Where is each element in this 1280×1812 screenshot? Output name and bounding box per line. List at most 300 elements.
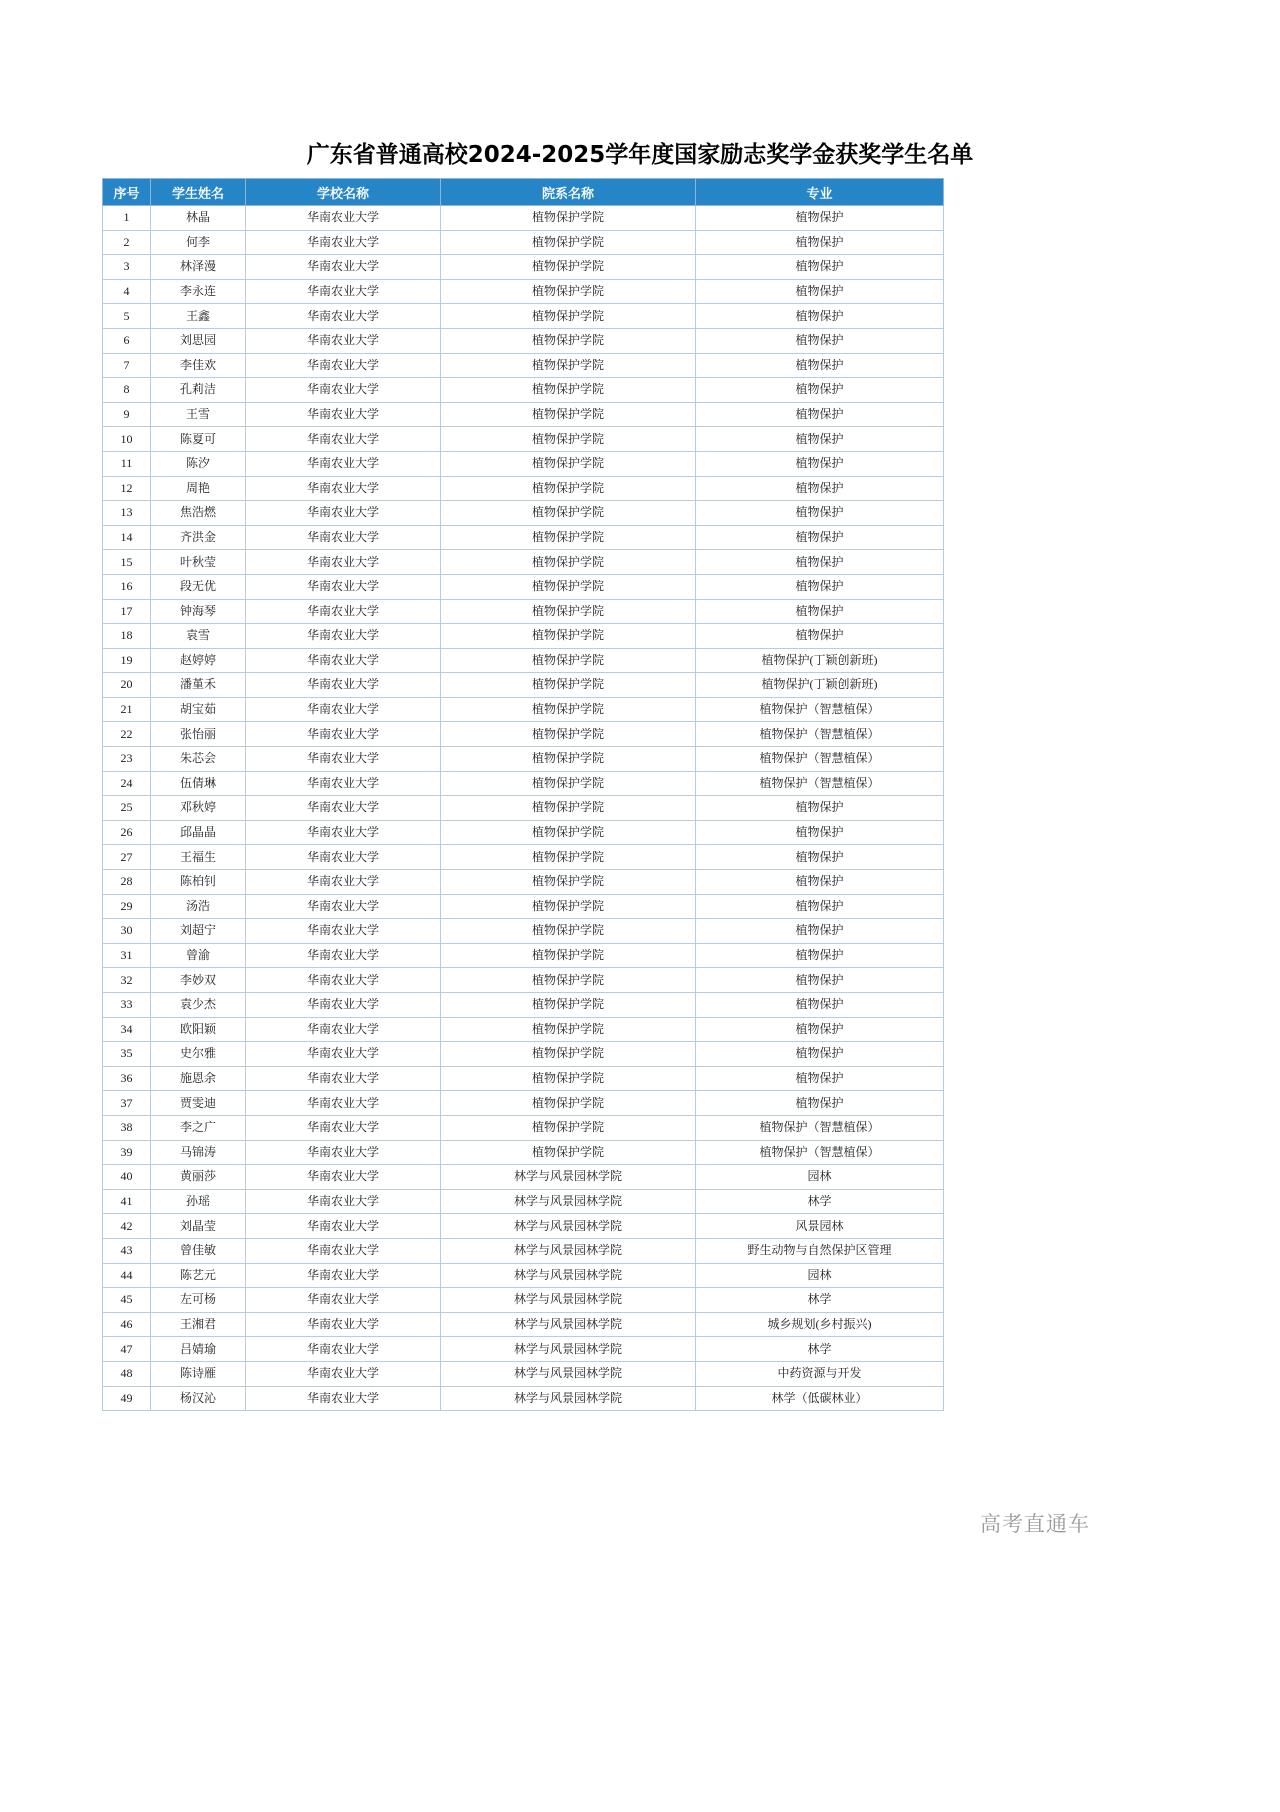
scholarship-table [102, 178, 944, 1411]
cell-number: 35 [103, 1042, 151, 1067]
cell-school-name: 华南农业大学 [246, 1337, 441, 1362]
cell-number: 8 [103, 378, 151, 403]
table-row [103, 599, 944, 624]
watermark-logo: 高考直通车 [980, 1512, 1090, 1536]
cell-student-name: 刘晶莹 [151, 1214, 246, 1239]
cell-major: 林学 [696, 1337, 944, 1362]
cell-department-name: 植物保护学院 [441, 943, 696, 968]
cell-number: 5 [103, 304, 151, 329]
cell-student-name: 朱芯会 [151, 747, 246, 772]
cell-school-name: 华南农业大学 [246, 1312, 441, 1337]
table-row [103, 1165, 944, 1190]
cell-student-name: 陈柏钊 [151, 870, 246, 895]
cell-student-name: 陈艺元 [151, 1263, 246, 1288]
cell-major: 植物保护(丁颖创新班) [696, 648, 944, 673]
table-row [103, 255, 944, 280]
table-row [103, 1386, 944, 1411]
cell-number: 29 [103, 894, 151, 919]
cell-number: 14 [103, 525, 151, 550]
column-header: 专业 [696, 179, 944, 206]
cell-department-name: 林学与风景园林学院 [441, 1238, 696, 1263]
column-header: 序号 [103, 179, 151, 206]
cell-department-name: 植物保护学院 [441, 796, 696, 821]
cell-department-name: 植物保护学院 [441, 624, 696, 649]
cell-student-name: 左可杨 [151, 1288, 246, 1313]
cell-school-name: 华南农业大学 [246, 1263, 441, 1288]
cell-number: 38 [103, 1115, 151, 1140]
table-body [103, 206, 944, 1411]
cell-school-name: 华南农业大学 [246, 255, 441, 280]
cell-major: 风景园林 [696, 1214, 944, 1239]
table-row [103, 206, 944, 231]
cell-student-name: 陈汐 [151, 451, 246, 476]
cell-school-name: 华南农业大学 [246, 550, 441, 575]
cell-student-name: 陈夏可 [151, 427, 246, 452]
cell-school-name: 华南农业大学 [246, 353, 441, 378]
cell-student-name: 王鑫 [151, 304, 246, 329]
cell-department-name: 植物保护学院 [441, 697, 696, 722]
table-row [103, 993, 944, 1018]
cell-major: 植物保护 [696, 943, 944, 968]
cell-major: 植物保护 [696, 353, 944, 378]
table-row [103, 525, 944, 550]
cell-school-name: 华南农业大学 [246, 771, 441, 796]
cell-number: 16 [103, 574, 151, 599]
cell-student-name: 黄丽莎 [151, 1165, 246, 1190]
cell-major: 植物保护 [696, 1017, 944, 1042]
cell-student-name: 周艳 [151, 476, 246, 501]
cell-department-name: 林学与风景园林学院 [441, 1165, 696, 1190]
cell-school-name: 华南农业大学 [246, 525, 441, 550]
cell-major: 林学（低碳林业） [696, 1386, 944, 1411]
table-row [103, 1017, 944, 1042]
cell-student-name: 曾佳敏 [151, 1238, 246, 1263]
table-row [103, 845, 944, 870]
cell-number: 9 [103, 402, 151, 427]
cell-school-name: 华南农业大学 [246, 599, 441, 624]
table-row [103, 1337, 944, 1362]
cell-number: 19 [103, 648, 151, 673]
cell-student-name: 林泽漫 [151, 255, 246, 280]
cell-department-name: 植物保护学院 [441, 328, 696, 353]
cell-department-name: 植物保护学院 [441, 230, 696, 255]
table-row [103, 1263, 944, 1288]
cell-school-name: 华南农业大学 [246, 1214, 441, 1239]
cell-major: 中药资源与开发 [696, 1361, 944, 1386]
cell-major: 植物保护（智慧植保） [696, 771, 944, 796]
cell-school-name: 华南农业大学 [246, 1115, 441, 1140]
cell-number: 40 [103, 1165, 151, 1190]
cell-number: 3 [103, 255, 151, 280]
table-row [103, 697, 944, 722]
cell-school-name: 华南农业大学 [246, 206, 441, 231]
cell-major: 植物保护 [696, 255, 944, 280]
table-row [103, 1361, 944, 1386]
cell-student-name: 欧阳颖 [151, 1017, 246, 1042]
cell-major: 植物保护 [696, 230, 944, 255]
cell-major: 植物保护 [696, 870, 944, 895]
cell-number: 42 [103, 1214, 151, 1239]
cell-department-name: 植物保护学院 [441, 279, 696, 304]
table-row [103, 1238, 944, 1263]
cell-number: 28 [103, 870, 151, 895]
cell-number: 11 [103, 451, 151, 476]
cell-school-name: 华南农业大学 [246, 1361, 441, 1386]
cell-student-name: 李永连 [151, 279, 246, 304]
cell-department-name: 植物保护学院 [441, 870, 696, 895]
cell-student-name: 王湘君 [151, 1312, 246, 1337]
cell-student-name: 胡宝茹 [151, 697, 246, 722]
table-row [103, 353, 944, 378]
cell-department-name: 植物保护学院 [441, 820, 696, 845]
table-row [103, 870, 944, 895]
cell-department-name: 林学与风景园林学院 [441, 1189, 696, 1214]
table-row [103, 648, 944, 673]
cell-department-name: 植物保护学院 [441, 1017, 696, 1042]
cell-student-name: 吕婧瑜 [151, 1337, 246, 1362]
cell-school-name: 华南农业大学 [246, 747, 441, 772]
cell-major: 植物保护 [696, 599, 944, 624]
cell-student-name: 邱晶晶 [151, 820, 246, 845]
cell-school-name: 华南农业大学 [246, 1140, 441, 1165]
cell-major: 植物保护 [696, 968, 944, 993]
cell-department-name: 植物保护学院 [441, 968, 696, 993]
cell-school-name: 华南农业大学 [246, 1042, 441, 1067]
cell-department-name: 植物保护学院 [441, 1140, 696, 1165]
table-row [103, 230, 944, 255]
cell-department-name: 林学与风景园林学院 [441, 1361, 696, 1386]
cell-number: 12 [103, 476, 151, 501]
table-row [103, 378, 944, 403]
cell-student-name: 林晶 [151, 206, 246, 231]
cell-school-name: 华南农业大学 [246, 894, 441, 919]
cell-number: 37 [103, 1091, 151, 1116]
cell-school-name: 华南农业大学 [246, 943, 441, 968]
cell-student-name: 李妙双 [151, 968, 246, 993]
cell-department-name: 植物保护学院 [441, 673, 696, 698]
cell-student-name: 陈诗雁 [151, 1361, 246, 1386]
table-row [103, 1288, 944, 1313]
cell-major: 植物保护 [696, 279, 944, 304]
cell-school-name: 华南农业大学 [246, 722, 441, 747]
cell-major: 植物保护 [696, 451, 944, 476]
table-row [103, 501, 944, 526]
cell-department-name: 植物保护学院 [441, 427, 696, 452]
cell-school-name: 华南农业大学 [246, 820, 441, 845]
cell-school-name: 华南农业大学 [246, 993, 441, 1018]
cell-school-name: 华南农业大学 [246, 427, 441, 452]
cell-school-name: 华南农业大学 [246, 845, 441, 870]
cell-student-name: 王福生 [151, 845, 246, 870]
cell-student-name: 邓秋婷 [151, 796, 246, 821]
cell-number: 45 [103, 1288, 151, 1313]
table-row [103, 673, 944, 698]
cell-department-name: 植物保护学院 [441, 255, 696, 280]
cell-school-name: 华南农业大学 [246, 378, 441, 403]
cell-department-name: 植物保护学院 [441, 845, 696, 870]
cell-major: 植物保护 [696, 476, 944, 501]
cell-school-name: 华南农业大学 [246, 451, 441, 476]
cell-department-name: 林学与风景园林学院 [441, 1214, 696, 1239]
table-row [103, 771, 944, 796]
cell-number: 6 [103, 328, 151, 353]
cell-student-name: 史尔雅 [151, 1042, 246, 1067]
cell-student-name: 施恩余 [151, 1066, 246, 1091]
cell-department-name: 林学与风景园林学院 [441, 1337, 696, 1362]
cell-number: 32 [103, 968, 151, 993]
cell-major: 植物保护 [696, 378, 944, 403]
cell-number: 47 [103, 1337, 151, 1362]
cell-student-name: 贾雯迪 [151, 1091, 246, 1116]
cell-number: 34 [103, 1017, 151, 1042]
cell-number: 7 [103, 353, 151, 378]
cell-department-name: 植物保护学院 [441, 1115, 696, 1140]
table-row [103, 328, 944, 353]
cell-student-name: 齐洪金 [151, 525, 246, 550]
header-row [103, 179, 944, 206]
cell-major: 野生动物与自然保护区管理 [696, 1238, 944, 1263]
cell-number: 23 [103, 747, 151, 772]
cell-student-name: 孙瑶 [151, 1189, 246, 1214]
cell-department-name: 林学与风景园林学院 [441, 1312, 696, 1337]
cell-department-name: 林学与风景园林学院 [441, 1263, 696, 1288]
cell-major: 植物保护 [696, 328, 944, 353]
cell-student-name: 袁少杰 [151, 993, 246, 1018]
cell-major: 植物保护（智慧植保） [696, 747, 944, 772]
cell-number: 15 [103, 550, 151, 575]
cell-number: 43 [103, 1238, 151, 1263]
table-row [103, 279, 944, 304]
cell-school-name: 华南农业大学 [246, 673, 441, 698]
cell-school-name: 华南农业大学 [246, 476, 441, 501]
cell-school-name: 华南农业大学 [246, 1189, 441, 1214]
cell-major: 植物保护 [696, 894, 944, 919]
cell-school-name: 华南农业大学 [246, 1288, 441, 1313]
cell-number: 27 [103, 845, 151, 870]
table-row [103, 476, 944, 501]
table-row [103, 1140, 944, 1165]
cell-department-name: 植物保护学院 [441, 451, 696, 476]
table-row [103, 919, 944, 944]
table-row [103, 1115, 944, 1140]
cell-number: 46 [103, 1312, 151, 1337]
cell-number: 24 [103, 771, 151, 796]
cell-school-name: 华南农业大学 [246, 1165, 441, 1190]
cell-department-name: 植物保护学院 [441, 378, 696, 403]
cell-school-name: 华南农业大学 [246, 870, 441, 895]
cell-number: 20 [103, 673, 151, 698]
cell-department-name: 林学与风景园林学院 [441, 1386, 696, 1411]
cell-number: 41 [103, 1189, 151, 1214]
cell-number: 10 [103, 427, 151, 452]
table-row [103, 722, 944, 747]
cell-school-name: 华南农业大学 [246, 1091, 441, 1116]
cell-student-name: 叶秋莹 [151, 550, 246, 575]
cell-major: 植物保护 [696, 919, 944, 944]
cell-student-name: 马锦涛 [151, 1140, 246, 1165]
cell-department-name: 植物保护学院 [441, 747, 696, 772]
cell-student-name: 曾渝 [151, 943, 246, 968]
cell-student-name: 张怡丽 [151, 722, 246, 747]
table-row [103, 427, 944, 452]
cell-student-name: 潘堇禾 [151, 673, 246, 698]
cell-department-name: 植物保护学院 [441, 304, 696, 329]
cell-student-name: 孔莉洁 [151, 378, 246, 403]
table-header [103, 179, 944, 206]
cell-department-name: 植物保护学院 [441, 476, 696, 501]
cell-number: 26 [103, 820, 151, 845]
cell-major: 植物保护（智慧植保） [696, 1140, 944, 1165]
cell-student-name: 伍倩琳 [151, 771, 246, 796]
cell-major: 植物保护 [696, 550, 944, 575]
cell-major: 植物保护 [696, 501, 944, 526]
page-title: 广东省普通高校2024-2025学年度国家励志奖学金获奖学生名单 [306, 142, 974, 168]
cell-student-name: 汤浩 [151, 894, 246, 919]
cell-school-name: 华南农业大学 [246, 402, 441, 427]
table-row [103, 796, 944, 821]
cell-major: 植物保护 [696, 845, 944, 870]
cell-department-name: 植物保护学院 [441, 574, 696, 599]
cell-department-name: 植物保护学院 [441, 550, 696, 575]
cell-number: 39 [103, 1140, 151, 1165]
cell-student-name: 赵婷婷 [151, 648, 246, 673]
cell-major: 植物保护（智慧植保） [696, 722, 944, 747]
cell-major: 城乡规划(乡村振兴) [696, 1312, 944, 1337]
table-row [103, 1042, 944, 1067]
table-row [103, 1189, 944, 1214]
cell-number: 1 [103, 206, 151, 231]
cell-school-name: 华南农业大学 [246, 574, 441, 599]
cell-department-name: 植物保护学院 [441, 722, 696, 747]
cell-department-name: 植物保护学院 [441, 501, 696, 526]
cell-department-name: 植物保护学院 [441, 894, 696, 919]
cell-major: 植物保护 [696, 206, 944, 231]
table-row [103, 624, 944, 649]
cell-department-name: 植物保护学院 [441, 1091, 696, 1116]
table-row [103, 820, 944, 845]
cell-major: 植物保护 [696, 624, 944, 649]
cell-student-name: 王雪 [151, 402, 246, 427]
cell-number: 25 [103, 796, 151, 821]
cell-school-name: 华南农业大学 [246, 304, 441, 329]
cell-major: 植物保护（智慧植保） [696, 1115, 944, 1140]
cell-school-name: 华南农业大学 [246, 1066, 441, 1091]
cell-number: 4 [103, 279, 151, 304]
cell-major: 植物保护 [696, 574, 944, 599]
cell-school-name: 华南农业大学 [246, 230, 441, 255]
cell-number: 21 [103, 697, 151, 722]
table-row [103, 402, 944, 427]
cell-school-name: 华南农业大学 [246, 648, 441, 673]
table-row [103, 943, 944, 968]
cell-major: 植物保护 [696, 402, 944, 427]
table-row [103, 304, 944, 329]
cell-number: 36 [103, 1066, 151, 1091]
cell-department-name: 植物保护学院 [441, 402, 696, 427]
cell-student-name: 刘超宁 [151, 919, 246, 944]
cell-department-name: 植物保护学院 [441, 525, 696, 550]
cell-student-name: 刘思园 [151, 328, 246, 353]
cell-major: 园林 [696, 1165, 944, 1190]
cell-major: 植物保护(丁颖创新班) [696, 673, 944, 698]
table-row [103, 968, 944, 993]
cell-student-name: 杨汉沁 [151, 1386, 246, 1411]
column-header: 院系名称 [441, 179, 696, 206]
cell-major: 植物保护 [696, 993, 944, 1018]
column-header: 学校名称 [246, 179, 441, 206]
cell-department-name: 植物保护学院 [441, 353, 696, 378]
cell-school-name: 华南农业大学 [246, 1238, 441, 1263]
cell-school-name: 华南农业大学 [246, 1386, 441, 1411]
cell-number: 44 [103, 1263, 151, 1288]
cell-major: 植物保护 [696, 427, 944, 452]
cell-major: 林学 [696, 1288, 944, 1313]
cell-major: 植物保护 [696, 820, 944, 845]
cell-major: 植物保护 [696, 525, 944, 550]
cell-number: 30 [103, 919, 151, 944]
cell-major: 林学 [696, 1189, 944, 1214]
cell-department-name: 植物保护学院 [441, 648, 696, 673]
table-row [103, 1312, 944, 1337]
cell-major: 植物保护 [696, 1042, 944, 1067]
table-row [103, 1091, 944, 1116]
table-row [103, 894, 944, 919]
cell-major: 植物保护（智慧植保） [696, 697, 944, 722]
cell-school-name: 华南农业大学 [246, 968, 441, 993]
cell-number: 49 [103, 1386, 151, 1411]
cell-student-name: 钟海琴 [151, 599, 246, 624]
cell-number: 13 [103, 501, 151, 526]
cell-school-name: 华南农业大学 [246, 279, 441, 304]
cell-number: 33 [103, 993, 151, 1018]
cell-school-name: 华南农业大学 [246, 1017, 441, 1042]
cell-number: 2 [103, 230, 151, 255]
table-row [103, 574, 944, 599]
cell-major: 植物保护 [696, 304, 944, 329]
cell-department-name: 植物保护学院 [441, 599, 696, 624]
cell-school-name: 华南农业大学 [246, 624, 441, 649]
cell-school-name: 华南农业大学 [246, 697, 441, 722]
cell-student-name: 李之广 [151, 1115, 246, 1140]
column-header: 学生姓名 [151, 179, 246, 206]
cell-number: 17 [103, 599, 151, 624]
table-row [103, 451, 944, 476]
cell-number: 48 [103, 1361, 151, 1386]
cell-department-name: 植物保护学院 [441, 1066, 696, 1091]
cell-school-name: 华南农业大学 [246, 796, 441, 821]
cell-student-name: 焦浩燃 [151, 501, 246, 526]
cell-major: 园林 [696, 1263, 944, 1288]
cell-department-name: 林学与风景园林学院 [441, 1288, 696, 1313]
cell-department-name: 植物保护学院 [441, 919, 696, 944]
cell-department-name: 植物保护学院 [441, 1042, 696, 1067]
cell-student-name: 段无优 [151, 574, 246, 599]
cell-major: 植物保护 [696, 1091, 944, 1116]
cell-number: 22 [103, 722, 151, 747]
cell-major: 植物保护 [696, 796, 944, 821]
cell-department-name: 植物保护学院 [441, 771, 696, 796]
cell-department-name: 植物保护学院 [441, 206, 696, 231]
cell-department-name: 植物保护学院 [441, 993, 696, 1018]
table-row [103, 1214, 944, 1239]
cell-number: 31 [103, 943, 151, 968]
cell-student-name: 何李 [151, 230, 246, 255]
cell-student-name: 李佳欢 [151, 353, 246, 378]
cell-major: 植物保护 [696, 1066, 944, 1091]
table-row [103, 747, 944, 772]
cell-student-name: 袁雪 [151, 624, 246, 649]
table-row [103, 1066, 944, 1091]
